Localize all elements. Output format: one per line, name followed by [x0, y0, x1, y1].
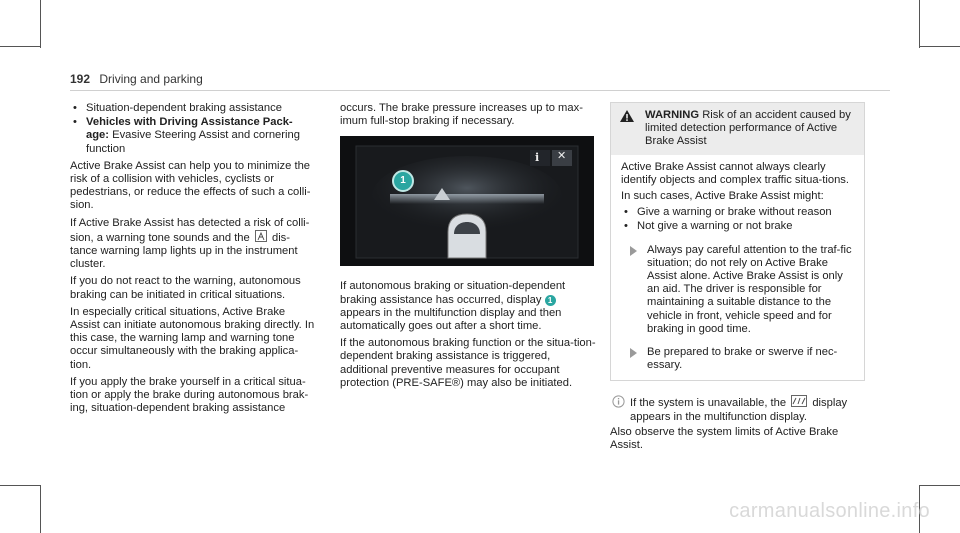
page-number: 192 — [70, 72, 91, 86]
warning-list — [621, 206, 856, 233]
arrow-right-icon — [630, 348, 637, 358]
list-item — [70, 116, 315, 156]
action-item — [621, 346, 856, 372]
paragraph: If the autonomous braking function or the situa-tion-dependent braking assistance is triggered, additional preventive measures for occupant protection (PRE-SAFE®) may also be initiated. — [340, 337, 596, 389]
crop-mark — [920, 46, 960, 47]
column-middle — [340, 102, 598, 394]
crop-mark — [40, 0, 41, 48]
header-divider — [70, 90, 890, 91]
column-right — [610, 102, 865, 456]
list-item: • Not give a warning or not brake — [621, 220, 856, 233]
section-title: Driving and parking — [99, 72, 203, 86]
paragraph: Active Brake Assist cannot always clearly identify objects and complex traffic situa-tions. — [621, 160, 850, 186]
list-item: • Situation-dependent braking assistance — [70, 102, 315, 115]
info-icon: i — [535, 151, 540, 165]
warning-label: WARNING — [645, 109, 700, 121]
warning-head-text: Risk of an accident caused by limited detection performance of Active Brake Assist — [645, 109, 851, 148]
callout-badge: 1 — [545, 295, 556, 306]
paragraph — [340, 280, 598, 333]
column-left — [70, 102, 315, 419]
action-text: Be prepared to brake or swerve if nec-essary. — [647, 346, 838, 372]
paragraph-text: If Active Brake Assist has detected a risk of colli-sion, a warning tone sounds and the — [70, 216, 310, 244]
paragraph: occurs. The brake pressure increases up to max-imum full-stop braking if necessary. — [340, 102, 583, 128]
paragraph-text: appears in the multifunction display and then automatically goes out after a short time. — [340, 306, 562, 333]
paragraph: Also observe the system limits of Active Brake Assist. — [610, 425, 839, 452]
page-header — [70, 72, 203, 86]
paragraph — [70, 217, 315, 272]
crop-mark — [920, 485, 960, 486]
paragraph: If you do not react to the warning, autonomous braking can be initiated in critical situations. — [70, 275, 301, 301]
distance-warning-lamp-icon — [255, 230, 267, 242]
watermark: carmanualsonline.info — [729, 500, 930, 522]
paragraph-text: If autonomous braking or situation-dependent braking assistance has occurred, display — [340, 280, 566, 306]
note-text: If the system is unavailable, the — [630, 397, 787, 410]
close-icon: ✕ — [557, 150, 567, 163]
paragraph: In such cases, Active Brake Assist might: — [621, 190, 824, 203]
multifunction-display-figure — [340, 136, 594, 266]
action-item — [621, 244, 856, 336]
callout-badge: 1 — [392, 170, 414, 192]
info-icon — [612, 395, 625, 412]
arrow-right-icon — [630, 246, 637, 256]
feature-list — [70, 102, 315, 156]
brake-assist-off-icon — [791, 395, 807, 407]
warning-box — [610, 102, 865, 381]
paragraph-text: dis-tance warning lamp lights up in the instrument cluster. — [70, 231, 298, 271]
action-text: Always pay careful attention to the traf-fic situation; do not rely on Active Brake Assist alone. Active Brake Assist is only an aid. The driver is responsible for maintaining a suitable distance to the vehicle in front, vehicle speed and for braking in good time. — [647, 243, 852, 335]
warning-body — [611, 155, 864, 381]
note — [610, 395, 865, 423]
warning-triangle-icon — [619, 109, 635, 127]
note-text: display appears in the multifunction display. — [630, 397, 848, 423]
crop-mark — [40, 485, 41, 533]
paragraph: If you apply the brake yourself in a critical situa-tion or apply the brake during autonomous brak-ing, situation-dependent braking assistance — [70, 375, 309, 415]
list-item: • Give a warning or brake without reason — [621, 206, 856, 219]
paragraph: Active Brake Assist can help you to minimize the risk of a collision with vehicles, cyclists or pedestrians, or reduce the effects of such a colli-sion. — [70, 159, 311, 212]
paragraph: In especially critical situations, Active Brake Assist can initiate autonomous braking directly. In this case, the warning lamp and warning tone occur simultaneously with the braking applica-tion. — [70, 305, 315, 371]
crop-mark — [0, 485, 40, 486]
crop-mark — [919, 0, 920, 48]
bold-item-title: Vehicles with Driving Assistance Pack-age: — [86, 116, 293, 142]
warning-header — [611, 103, 864, 155]
bold-item-text: Evasive Steering Assist and cornering function — [86, 129, 300, 155]
crop-mark — [0, 46, 40, 47]
